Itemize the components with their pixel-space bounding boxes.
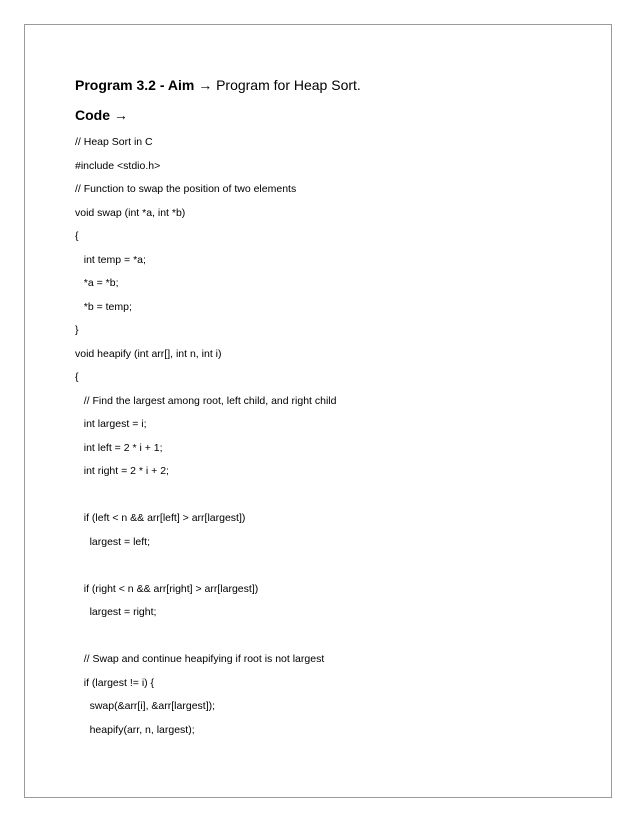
- code-line: [75, 554, 595, 578]
- program-label: Program 3.2 - Aim: [75, 77, 199, 93]
- code-line: largest = left;: [75, 535, 150, 548]
- code-line: int largest = i;: [75, 418, 147, 430]
- code-line: {: [75, 371, 79, 383]
- code-heading: [75, 104, 595, 126]
- code-line: if (right < n && arr[right] > arr[largest]): [75, 582, 259, 595]
- code-line: void heapify (int arr[], int n, int i): [75, 347, 222, 360]
- code-line: // Swap and continue heapifying if root is not largest: [75, 653, 325, 665]
- program-aim-heading: [75, 74, 595, 96]
- code-line: [75, 625, 595, 649]
- document-body: [75, 74, 595, 742]
- code-line: if (left < n && arr[left] > arr[largest]): [75, 512, 246, 524]
- code-label: Code: [75, 107, 114, 123]
- code-line: if (largest != i) {: [75, 676, 155, 689]
- code-line: int temp = *a;: [75, 253, 146, 266]
- code-line: heapify(arr, n, largest);: [75, 723, 195, 736]
- code-listing: [75, 131, 595, 742]
- code-line: // Find the largest among root, left child, and right child: [75, 394, 337, 407]
- code-line: // Heap Sort in C: [75, 136, 153, 148]
- code-line: #include <stdio.h>: [75, 159, 161, 172]
- code-line: swap(&arr[i], &arr[largest]);: [75, 700, 216, 712]
- right-arrow-icon: →: [198, 77, 213, 93]
- code-line: void swap (int *a, int *b): [75, 206, 186, 219]
- code-line: }: [75, 324, 79, 336]
- code-line: int left = 2 * i + 1;: [75, 441, 163, 454]
- code-line: largest = right;: [75, 606, 157, 618]
- code-line: [75, 484, 595, 508]
- code-line: {: [75, 230, 79, 242]
- code-line: *b = temp;: [75, 300, 132, 313]
- code-line: // Function to swap the position of two elements: [75, 183, 297, 195]
- code-line: *a = *b;: [75, 277, 119, 289]
- aim-text: Program for Heap Sort.: [212, 77, 361, 93]
- code-line: int right = 2 * i + 2;: [75, 465, 169, 477]
- right-arrow-icon: →: [113, 107, 128, 123]
